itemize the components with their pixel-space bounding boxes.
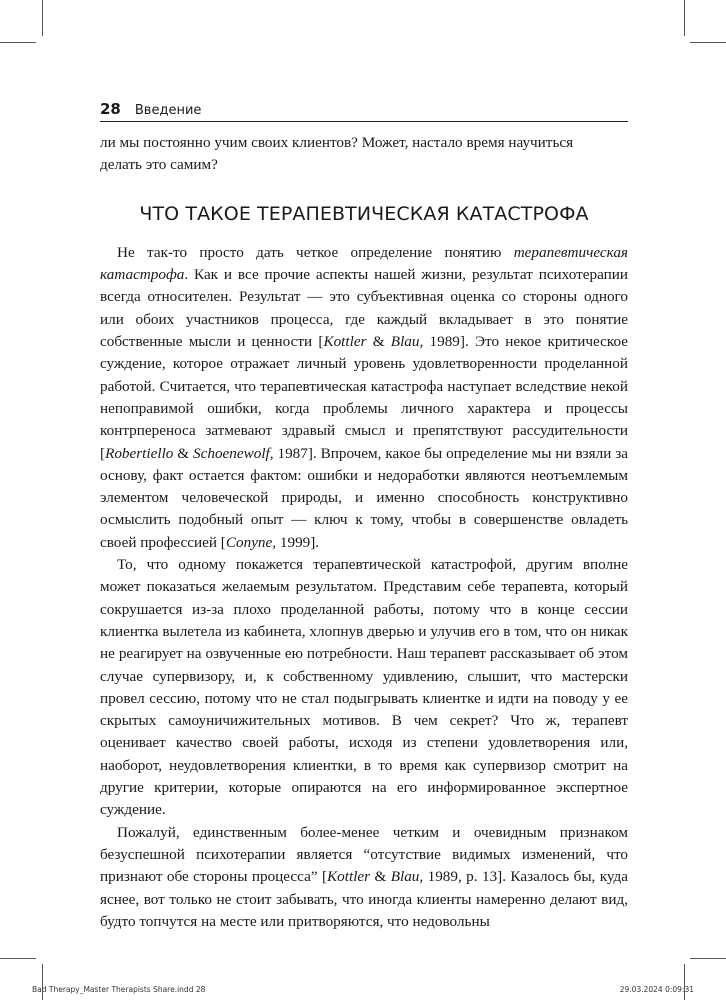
citation-author: Kottler: [323, 333, 367, 351]
crop-mark: [0, 958, 36, 959]
paragraph-definition: Не так-то просто дать четкое определение понятию терапевтическая катастрофа. Как и все прочие аспекты нашей жизни, результат психотерапии всегда относителен. Результат — это субъективная оценка со стороны одного или обоих участников процесса, где каждый вкладывает в это понятие собственные мысли и ценности [Kottler & Blau, 1989]. Это некое критическое суждение, которое отражает личный уровень удовлетворенности проделанной работой. Считается, что терапевтическая катастрофа наступает вследствие некой непоправимой ошибки, когда проблемы личного характера и процессы контрпереноса затмевают здравый смысл и препятствуют рассудительности [Robertiello & Schoenewolf, 1987]. Впрочем, какое бы определение мы ни взяли за основу, факт остается фактом: ошибки и недоработки являются неотъемлемым элементом человеческой природы, и именно способность конструктивно осмыслить подобный опыт — ключ к тому, чтобы в совершенстве овладеть своей профессией [Conyne, 1999].: [100, 243, 628, 551]
crop-mark: [42, 964, 43, 1000]
intro-paragraph: ли мы постоянно учим своих клиентов? Может, настало время научиться делать это самим?: [100, 134, 574, 174]
paragraph-example: То, что одному покажется терапевтической катастрофой, другим вполне может показаться желаемым результатом. Представим себе терапевта, который сокрушается из-за плохо проделанной работы, потому что в конце сессии клиентка вылетела из кабинета, хлопнув дверью и улучив его в том, что он никак не реагирует на озвученные ею потребности. Наш терапевт рассказывает об этом случае супервизору, и, к собственному удивлению, слышит, что мастерски провел сессию, потому что не стал подыгрывать клиентке и идти на поводу у ее скрытых самоуничижительных мотивов. В чем секрет? Что ж, терапевт оценивает качество своей работы, исходя из степени удовлетворения или, наоборот, неудовлетворения клиентки, в то время как супервизор смотрит на другие критерии, которые опираются на его информированное экспертное суждение.: [100, 556, 628, 819]
citation-author: Kottler: [327, 868, 371, 886]
paragraph-criteria: Пожалуй, единственным более-менее четким и очевидным признаком безуспешной психотерапии является “отсутствие видимых изменений, что признают обе стороны процесса” [Kottler & Blau, 1989, p. 13]. Казалось бы, куда яснее, вот только не стоит забывать, что иногда клиенты намеренно делают вид, будто топчутся на месте или притворяются, что недовольны: [100, 823, 628, 930]
body-text: [100, 132, 628, 933]
slug-file: Bad Therapy_Master Therapists Share.indd 28: [32, 985, 206, 994]
crop-mark: [684, 0, 685, 36]
section-title: Введение: [134, 103, 202, 118]
crop-mark: [690, 42, 726, 43]
citation-author: Robertiello: [105, 444, 174, 462]
citation-author: Conyne,: [225, 533, 277, 551]
crop-mark: [690, 958, 726, 959]
emphasis-term: терапевтическая катастрофа: [100, 243, 628, 284]
header-rule: [100, 121, 628, 122]
page-number: 28: [100, 100, 121, 118]
print-slug: [32, 985, 694, 994]
crop-mark: [684, 964, 685, 1000]
crop-mark: [0, 42, 36, 43]
section-heading: ЧТО ТАКОЕ ТЕРАПЕВТИЧЕСКАЯ КАТАСТРОФА: [139, 202, 589, 225]
citation-author: Blau,: [390, 868, 424, 886]
crop-mark: [42, 0, 43, 36]
citation-author: Blau,: [390, 333, 424, 351]
citation-author: Schoenewolf,: [193, 444, 274, 462]
slug-datetime: 29.03.2024 0:09:31: [619, 985, 694, 994]
running-head: [100, 100, 628, 118]
